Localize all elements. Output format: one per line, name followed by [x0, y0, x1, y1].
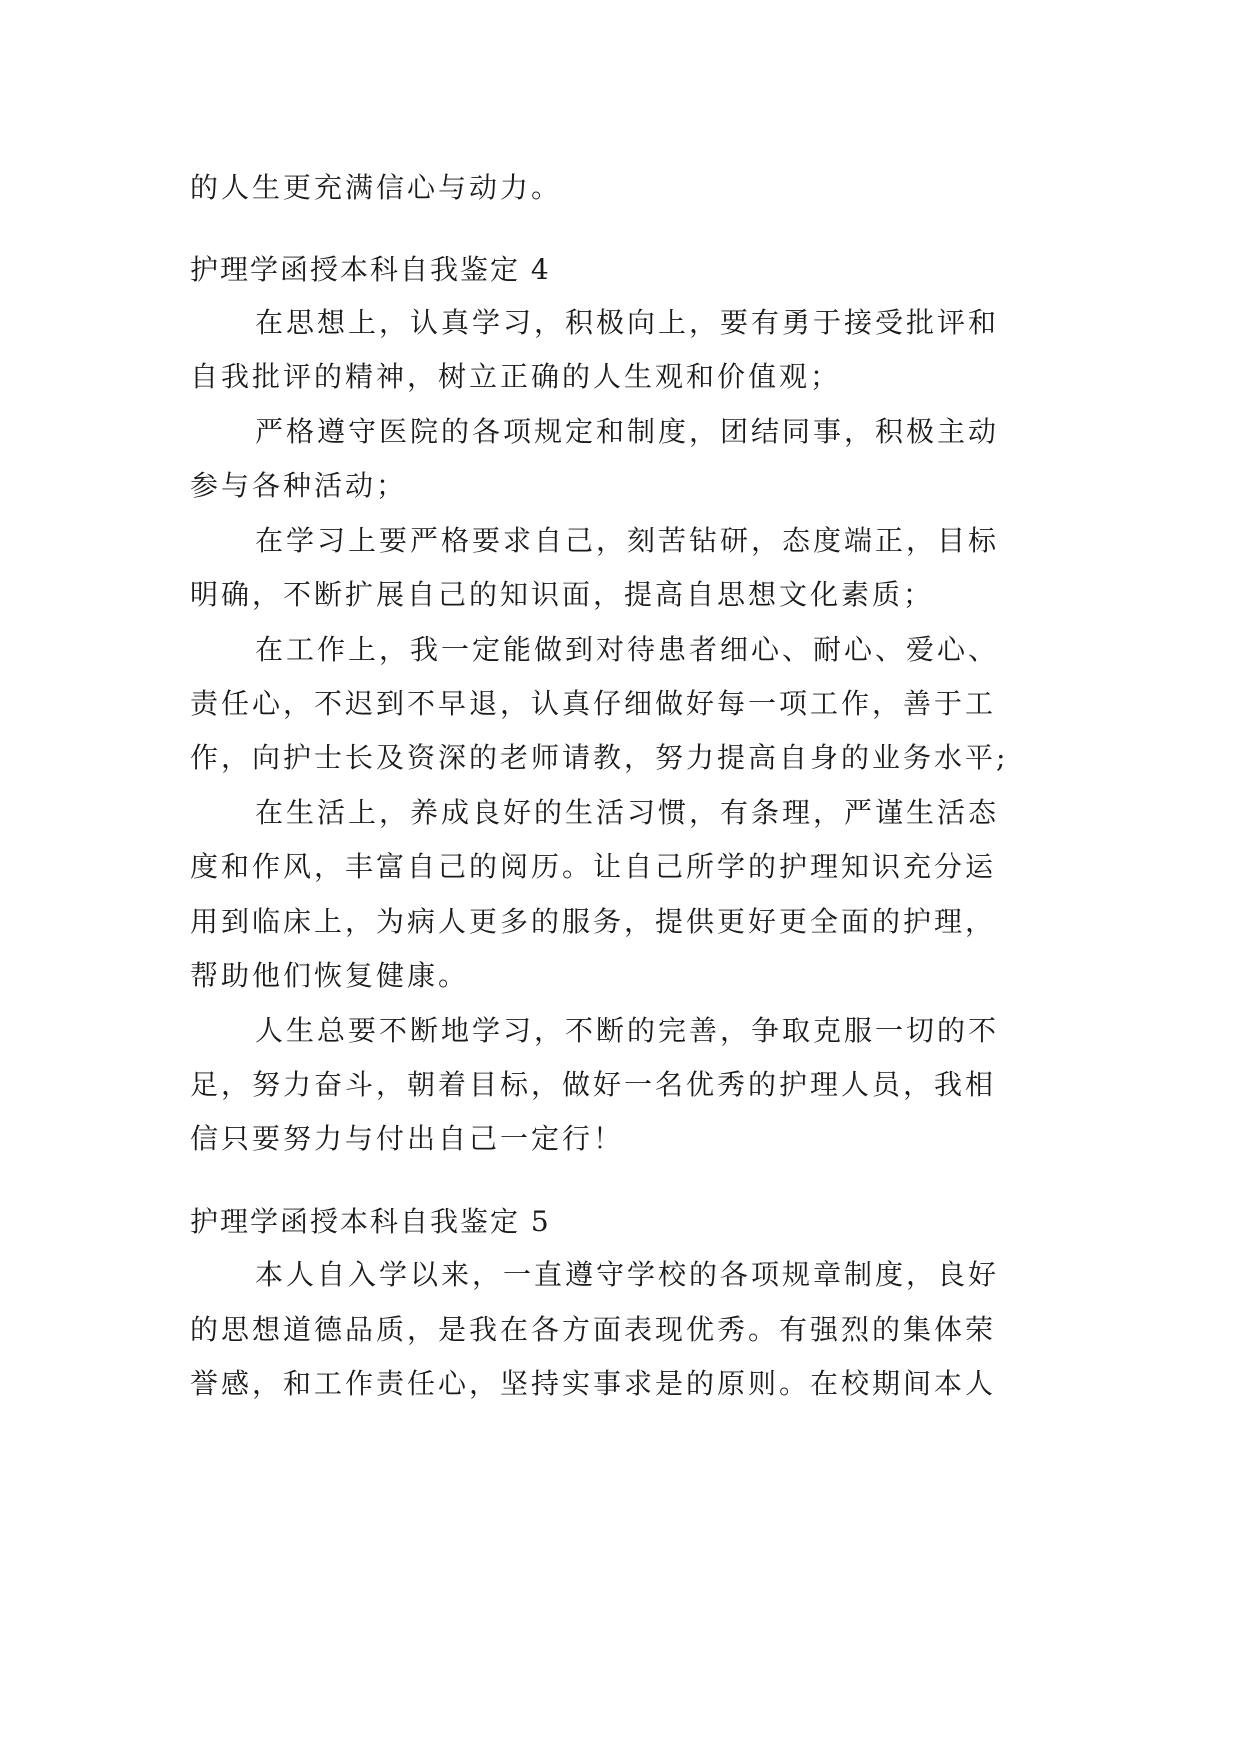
text-line: 信只要努力与付出自己一定行！	[190, 1122, 625, 1155]
section-heading-4: 护理学函授本科自我鉴定 4	[190, 253, 551, 286]
text-line: 用到临床上，为病人更多的服务，提供更好更全面的护理，	[190, 905, 997, 938]
text-line: 足，努力奋斗，朝着目标，做好一名优秀的护理人员，我相	[190, 1068, 997, 1101]
text-line: 度和作风，丰富自己的阅历。让自己所学的护理知识充分运	[190, 850, 997, 883]
text-line: 在工作上，我一定能做到对待患者细心、耐心、爱心、	[255, 633, 1000, 666]
text-line: 明确，不断扩展自己的知识面，提高自思想文化素质；	[190, 578, 935, 611]
text-line: 的人生更充满信心与动力。	[190, 171, 563, 204]
text-line: 帮助他们恢复健康。	[190, 959, 470, 992]
text-line: 在生活上，养成良好的生活习惯，有条理，严谨生活态	[255, 796, 1000, 829]
text-line: 的思想道德品质，是我在各方面表现优秀。有强烈的集体荣	[190, 1313, 997, 1346]
text-line: 在思想上，认真学习，积极向上，要有勇于接受批评和	[255, 306, 1000, 339]
text-line: 人生总要不断地学习，不断的完善，争取克服一切的不	[255, 1014, 1000, 1047]
text-line: 作，向护士长及资深的老师请教，努力提高自身的业务水平;	[190, 741, 1009, 774]
section-heading-5: 护理学函授本科自我鉴定 5	[190, 1205, 551, 1238]
text-line: 参与各种活动；	[190, 469, 408, 502]
text-line: 誉感，和工作责任心，坚持实事求是的原则。在校期间本人	[190, 1367, 997, 1400]
text-line: 本人自入学以来，一直遵守学校的各项规章制度，良好	[255, 1258, 1000, 1291]
text-line: 自我批评的精神，树立正确的人生观和价值观；	[190, 360, 842, 393]
text-line: 在学习上要严格要求自己，刻苦钻研，态度端正，目标	[255, 524, 1000, 557]
text-line: 责任心，不迟到不早退，认真仔细做好每一项工作，善于工	[190, 687, 997, 720]
text-line: 严格遵守医院的各项规定和制度，团结同事，积极主动	[255, 415, 1000, 448]
